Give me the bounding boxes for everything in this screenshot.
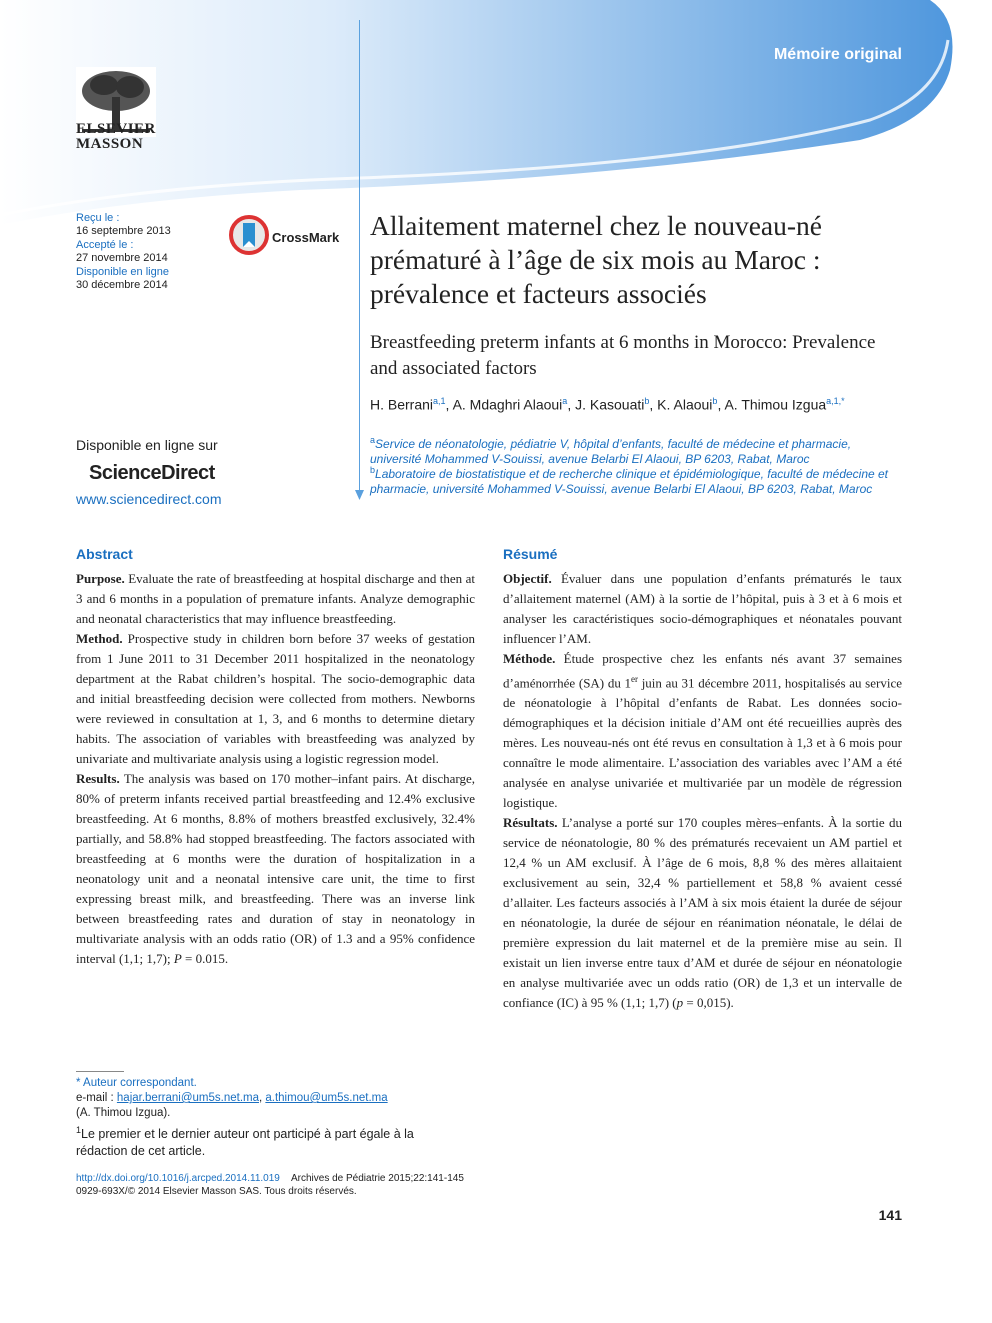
crossmark-icon[interactable] xyxy=(229,215,269,255)
email-line xyxy=(76,1091,466,1106)
author-list xyxy=(370,396,930,413)
abstract-method xyxy=(76,629,475,769)
affiliation-b xyxy=(370,463,900,497)
author-sup[interactable]: a,1 xyxy=(433,396,446,406)
author-sup[interactable]: b xyxy=(644,396,650,406)
footnote-rule xyxy=(76,1071,124,1072)
article-subtitle: Breastfeeding preterm infants at 6 months in Morocco: Prevalence and associated factors xyxy=(370,332,876,379)
author[interactable]: A. Mdaghri Alaoui xyxy=(452,396,563,413)
objectif-text: Évaluer dans une population d’enfants prématurés le taux d’allaitement maternel (AM) à la sortie de l’hôpital, puis à 3 et à 6 mois et analyser les caractéristiques socio-démographiques et néonatales pouvant influencer l’AM. xyxy=(503,571,902,646)
author-separator: , xyxy=(717,396,725,413)
author[interactable]: K. Alaoui xyxy=(657,396,713,413)
author-separator: , xyxy=(445,396,453,413)
received-label: Reçu le : xyxy=(76,212,120,224)
corresponding-label: * Auteur correspondant. xyxy=(76,1077,197,1089)
author-sup[interactable]: a xyxy=(562,396,568,406)
results-text: The analysis was based on 170 mother–infant pairs. At discharge, 80% of preterm infants received partial breastfeeding and 12.4% exclusive breastfeeding. At 6 months, 8.8% of mothers breastfed exclusively, 32.4% partially, and 58.8% had stopped breastfeeding. The factors associated with breastfeeding at 6 months were the duration of hospitalization in a neonatology unit and a neonatal intensive care unit, the time to first expressing breast milk, and breastfeeding. There was an inverse link between breastfeeding rates and duration of stay in neonatology in multivariate analysis with an odds ratio (OR) of 1.3 and a 95% confidence interval (1,1; 1,7); xyxy=(76,771,476,966)
results-label: Results. xyxy=(76,771,120,786)
resultats-label: Résultats. xyxy=(503,815,558,831)
methode-sup: er xyxy=(631,674,639,684)
online-label: Disponible en ligne xyxy=(76,265,169,278)
methode-text-a: Étude prospective chez les enfants nés avant 37 semaines d’aménorrhée (SA) du 1 xyxy=(503,651,903,691)
resume-resultats xyxy=(503,813,902,1013)
author[interactable]: A. Thimou Izgua xyxy=(724,396,827,413)
affiliation-text: Service de néonatologie, pédiatrie V, hôpital d’enfants, faculté de médecine et pharmacie, université Mohammed V-Souissi, avenue Belarbi El Alaoui, BP 6203, Rabat, Maroc xyxy=(370,437,852,466)
abstract-purpose xyxy=(76,569,475,629)
author-sup[interactable]: a,1,* xyxy=(826,396,845,406)
article-dates xyxy=(76,212,171,292)
copyright: 0929-693X/© 2014 Elsevier Masson SAS. Tous droits réservés. xyxy=(76,1186,357,1197)
resume-heading: Résumé xyxy=(503,546,558,562)
purpose-text: Evaluate the rate of breastfeeding at hospital discharge and then at 3 and 6 months in a population of premature infants. Analyze demographic and neonatal characteristics that may influence breastfeeding. xyxy=(76,571,476,626)
affiliation-sup: a xyxy=(370,435,376,445)
section-label: Mémoire original xyxy=(773,46,902,63)
arrow-down-icon xyxy=(355,490,364,502)
author[interactable]: H. Berrani xyxy=(370,396,434,413)
divider-line xyxy=(359,20,360,498)
email-label: e-mail : xyxy=(76,1092,117,1104)
page-number: 141 xyxy=(878,1207,902,1223)
footnote-sup: 1 xyxy=(76,1125,82,1135)
methode-label: Méthode. xyxy=(503,651,556,666)
author-separator: , xyxy=(567,396,576,413)
citation-info xyxy=(76,1172,464,1198)
sciencedirect-logo[interactable]: ScienceDirect xyxy=(89,462,215,484)
resume-objectif xyxy=(503,569,902,649)
methode-text-b: juin au 31 décembre 2011, hospitalisés au service de néonatologie à l’hôpital d’enfants de Rabat. Les données socio-démographiques et la décision initiale d’AM ont été recueillies auprès des mères. Les nouveau-nés ont été revus en consultation à 1,3 et à 6 mois pour connaître le mode alimentaire. L’association des variables avec l’AM a été analysée en analyse univariée et multivariée par un modèle de régression logistique. xyxy=(503,675,902,811)
p-value: = 0.015. xyxy=(181,951,229,966)
author-sup[interactable]: b xyxy=(712,396,718,406)
abstract-body xyxy=(76,569,475,969)
corresponding-author-note xyxy=(76,1076,466,1121)
method-label: Method. xyxy=(76,631,123,646)
sciencedirect-link[interactable]: www.sciencedirect.com xyxy=(76,491,222,507)
method-text: Prospective study in children born before 37 weeks of gestation from 1 June 2011 to 31 December 2011 hospitalized in the neonatology department at the Rabat children’s hospital. The socio-demographic data and initial breastfeeding decision were collected from mothers. Newborns were reviewed in consultation at 1, 3, and 6 months to determine dietary habits. The association of variables with breastfeeding was analyzed by univariate and multivariate analysis using a logistic regression model. xyxy=(76,631,475,766)
article-title: Allaitement maternel chez le nouveau-né prématuré à l’âge de six mois au Maroc : prévalence et facteurs associés xyxy=(370,210,823,309)
resultats-text: L’analyse a porté sur 170 couples mères–enfants. À la sortie du service de néonatologie, 80 % des prématurés recevaient un AM partiel et 12,4 % un AM exclusif. À l’âge de 6 mois, 8,8 % des mères allaitaient exclusivement au sein, 32,4 % partiellement et 58,8 % avaient cessé d’allaiter. Les facteurs associés à l’AM à six mois étaient la durée de séjour en néonatologie, la durée de séjour en réanimation néonatale, le délai de première expression du lait maternel et de la première mise au sein. Il existait un lien inverse entre taux d’AM et durée de séjour en néonatologie en analyse multivariée avec un odds ratio (OR) de 1,3 et un intervalle de confiance (IC) à 95 % (1,1; 1,7) ( xyxy=(503,815,903,1011)
p-value: = 0,015). xyxy=(683,995,734,1011)
crossmark-label[interactable]: CrossMark xyxy=(272,230,340,245)
accepted-date: 27 novembre 2014 xyxy=(76,252,168,265)
objectif-label: Objectif. xyxy=(503,571,552,586)
availability-label: Disponible en ligne sur xyxy=(76,437,218,453)
affiliation-text: Laboratoire de biostatistique et de recherche clinique et épidémiologique, faculté de médecine et pharmacie, université Mohammed V-Souissi, avenue Belarbi El Alaoui, BP 6203, Rabat, Maroc xyxy=(370,467,889,496)
doi-link[interactable]: http://dx.doi.org/10.1016/j.arcped.2014.11.019 xyxy=(76,1173,280,1184)
online-date: 30 décembre 2014 xyxy=(76,279,168,292)
email-link[interactable]: a.thimou@um5s.net.ma xyxy=(265,1092,388,1104)
p-label: p xyxy=(676,995,684,1011)
email-separator: , xyxy=(258,1092,266,1104)
publisher-name xyxy=(76,122,156,152)
author[interactable]: J. Kasouati xyxy=(575,396,645,413)
received-date: 16 septembre 2013 xyxy=(76,225,171,238)
resume-methode xyxy=(503,649,902,813)
purpose-label: Purpose. xyxy=(76,571,125,586)
affiliation-a xyxy=(370,433,900,467)
footnote-text: Le premier et le dernier auteur ont participé à part égale à la rédaction de cet article. xyxy=(76,1127,414,1159)
publisher-line2: MASSON xyxy=(76,136,144,152)
email-link[interactable]: hajar.berrani@um5s.net.ma xyxy=(116,1092,259,1104)
affiliation-sup: b xyxy=(370,465,376,475)
journal-ref: Archives de Pédiatrie 2015;22:141-145 xyxy=(290,1173,464,1184)
publisher-line1: ELSEVIER xyxy=(76,121,156,137)
resume-body xyxy=(503,569,902,1013)
abstract-heading: Abstract xyxy=(76,546,133,562)
abstract-results xyxy=(76,769,475,969)
email-author: (A. Thimou Izgua). xyxy=(76,1107,171,1119)
footnote-1 xyxy=(76,1122,466,1160)
p-label: P xyxy=(173,951,182,966)
author-separator: , xyxy=(649,396,658,413)
accepted-label: Accepté le : xyxy=(76,238,134,251)
